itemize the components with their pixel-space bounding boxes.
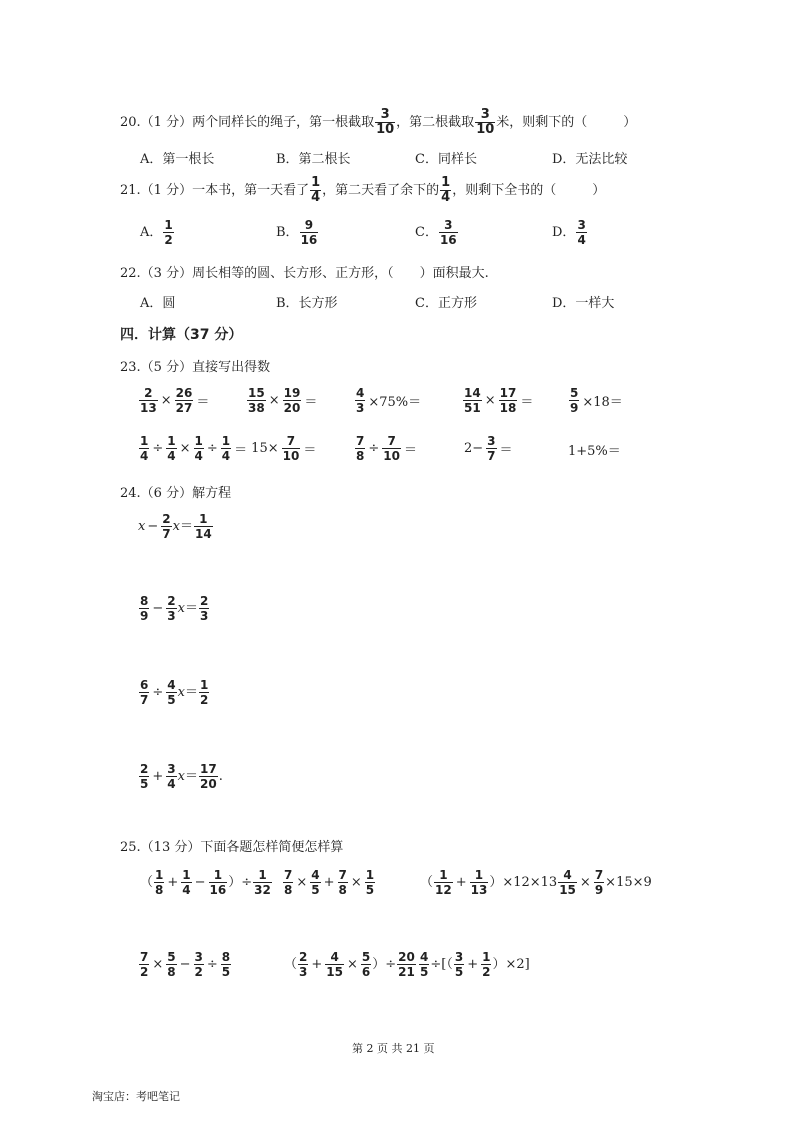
- q23-item-5: $\frac{5}{9}$ ×18＝: [570, 386, 623, 415]
- section-heading: 四．计算（37 分）: [120, 327, 243, 343]
- question-25-title: 25.（13 分）下面各题怎样简便怎样算: [120, 840, 344, 855]
- q20-option-d: D．无法比较: [552, 152, 628, 167]
- q21-option-a: A． $\frac{1}{2}$: [140, 218, 173, 247]
- q22-option-d: D．一样大: [552, 296, 615, 311]
- equation-1: x − $\frac{2}{7}$ x＝ $\frac{1}{14}$: [138, 512, 212, 541]
- q25-problem-4: $\frac{7}{2}$ × $\frac{5}{8}$ − $\frac{3}{2}$ ÷ $\frac{8}{5}$: [140, 950, 231, 979]
- q25-problem-2: $\frac{7}{8}$ × $\frac{4}{5}$ + $\frac{7}{8}$ × $\frac{1}{5}$: [284, 868, 375, 897]
- fraction: $\frac{3}{10}$: [376, 107, 395, 137]
- q21-option-c: C． $\frac{3}{16}$: [415, 218, 457, 247]
- q25-problem-5: （ $\frac{2}{3}$ + $\frac{4}{15}$ × $\frac{5}{6}$ ）÷ $\frac{20}{21}$: [284, 950, 415, 979]
- q25-problem-6: $\frac{4}{5}$ ÷[（ $\frac{3}{5}$ + $\frac{1}{2}$ ）×2]: [420, 950, 530, 979]
- q23-item-3: $\frac{4}{3}$ ×75%＝: [356, 386, 422, 415]
- q23-item-9: 1+5%＝: [568, 444, 621, 459]
- q20-suffix: 米，则剩下的（: [496, 115, 588, 130]
- q20-mid: ，第二根截取: [396, 115, 475, 130]
- q20-prefix: 20.（1 分）两个同样长的绳子，第一根截取: [120, 115, 375, 130]
- fraction: $\frac{1}{4}$: [441, 175, 451, 205]
- question-24-title: 24.（6 分）解方程: [120, 486, 232, 501]
- question-22: 22.（3 分）周长相等的圆、长方形、正方形，（ ）面积最大.: [120, 266, 489, 281]
- q23-item-6: $\frac{1}{4}$ ÷ $\frac{1}{4}$ × $\frac{1}{4}$ ÷ $\frac{1}{4}$ ＝ 15× $\frac{7}{10}$ ＝: [140, 434, 317, 463]
- page-number: 第 2 页 共 21 页: [352, 1042, 435, 1055]
- q23-item-2: $\frac{15}{38}$ × $\frac{19}{20}$ ＝: [248, 386, 318, 415]
- q20-option-c: C．同样长: [415, 152, 477, 167]
- q23-item-1: $\frac{2}{13}$ × $\frac{26}{27}$ ＝: [140, 386, 210, 415]
- q20-option-a: A．第一根长: [140, 152, 215, 167]
- shop-watermark: 淘宝店：考吧笔记: [92, 1090, 180, 1103]
- q25-problem-1: （ $\frac{1}{8}$ + $\frac{1}{4}$ − $\frac{1}{16}$ ）÷ $\frac{1}{32}$: [140, 868, 271, 897]
- equation-2: $\frac{8}{9}$ − $\frac{2}{3}$ x＝ $\frac{2}{3}$: [140, 594, 209, 623]
- q21-option-d: D． $\frac{3}{4}$: [552, 218, 586, 247]
- question-23-title: 23.（5 分）直接写出得数: [120, 360, 271, 375]
- q23-item-4: $\frac{14}{51}$ × $\frac{17}{18}$ ＝: [464, 386, 534, 415]
- question-20: 20.（1 分）两个同样长的绳子，第一根截取 $\frac{3}{10}$ ，第二根截取 $\frac{3}{10}$ 米，则剩下的（ ）: [120, 107, 637, 137]
- q22-option-b: B．长方形: [276, 296, 338, 311]
- q23-item-7: $\frac{7}{8}$ ÷ $\frac{7}{10}$ ＝: [356, 434, 417, 463]
- q25-problem-3: （ $\frac{1}{12}$ + $\frac{1}{13}$ ）×12×13 $\frac{4}{15}$ × $\frac{7}{9}$ ×15×9: [420, 868, 652, 897]
- equation-3: $\frac{6}{7}$ ÷ $\frac{4}{5}$ x＝ $\frac{1}{2}$: [140, 678, 209, 707]
- q20-option-b: B．第二根长: [276, 152, 351, 167]
- equation-4: $\frac{2}{5}$ + $\frac{3}{4}$ x＝ $\frac{17}{20}$ .: [140, 762, 223, 791]
- q21-option-b: B． $\frac{9}{16}$: [276, 218, 318, 247]
- question-21: 21.（1 分）一本书，第一天看了 $\frac{1}{4}$ ，第二天看了余下的 $\frac{1}{4}$ ，则剩下全书的（ ）: [120, 175, 606, 205]
- q22-option-c: C．正方形: [415, 296, 477, 311]
- q22-option-a: A．圆: [140, 296, 176, 311]
- q23-item-8: 2− $\frac{3}{7}$ ＝: [464, 434, 513, 463]
- fraction: $\frac{1}{4}$: [311, 175, 321, 205]
- fraction: $\frac{3}{10}$: [476, 107, 495, 137]
